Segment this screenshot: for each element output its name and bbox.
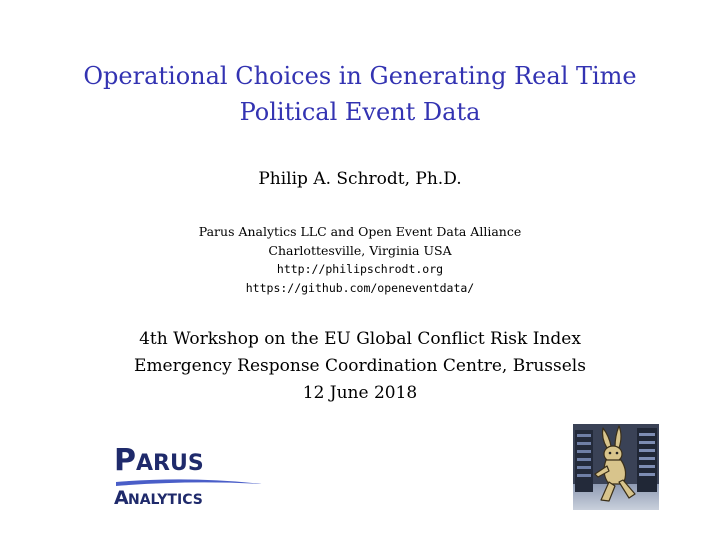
event-name: 4th Workshop on the EU Global Conflict Risk Index — [139, 329, 581, 349]
event-block — [0, 326, 720, 407]
svg-text:A: A — [114, 487, 129, 509]
title-line-2: Political Event Data — [239, 98, 481, 126]
author-name: Philip A. Schrodt, Ph.D. — [258, 169, 462, 189]
title-line-1: Operational Choices in Generating Real Time — [83, 62, 637, 90]
affiliation: Parus Analytics LLC and Open Event Data Alliance — [198, 224, 522, 239]
github-url-link[interactable]: https://github.com/openeventdata/ — [245, 281, 475, 295]
location: Charlottesville, Virginia USA — [268, 243, 452, 258]
parus-analytics-logo — [110, 440, 270, 515]
svg-text:P: P — [114, 443, 136, 478]
svg-text:ARUS: ARUS — [136, 451, 204, 476]
rabbit-mascot-photo — [573, 424, 659, 510]
event-venue: Emergency Response Coordination Centre, Brussels — [134, 356, 586, 376]
personal-url-link[interactable]: http://philipschrodt.org — [276, 262, 444, 276]
svg-text:NALYTICS: NALYTICS — [128, 492, 203, 508]
slide-title — [0, 58, 720, 130]
affiliation-block — [0, 222, 720, 298]
event-date: 12 June 2018 — [302, 383, 418, 403]
